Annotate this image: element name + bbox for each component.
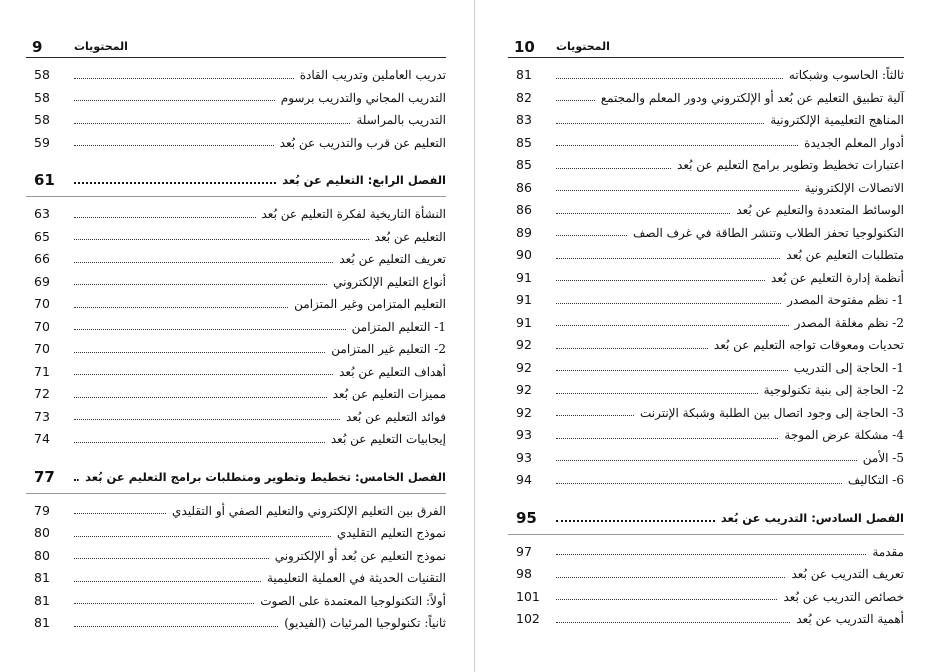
- page-gutter: [474, 0, 475, 672]
- toc-page-number: 81: [34, 615, 50, 630]
- toc-page-number: 83: [516, 112, 532, 127]
- toc-entry-label: التقنيات الحديثة في العملية التعليمية: [266, 571, 446, 585]
- toc-entry-label: الاتصالات الإلكترونية: [804, 180, 904, 195]
- dot-leader: [74, 419, 340, 420]
- chapter-heading[interactable]: [26, 465, 446, 489]
- dot-leader: [74, 374, 333, 375]
- toc-entry[interactable]: [508, 424, 904, 447]
- toc-page-number: 86: [516, 202, 532, 217]
- toc-page-number: 58: [34, 89, 50, 105]
- dot-leader: [74, 397, 327, 398]
- toc-entry-label: تحديات ومعوقات تواجه التعليم عن بُعد: [713, 338, 904, 352]
- section-gap: [26, 154, 446, 168]
- toc-entry[interactable]: [26, 248, 446, 271]
- toc-page-number: 93: [516, 449, 532, 465]
- toc-entry[interactable]: [508, 154, 904, 177]
- toc-page-number: 77: [34, 467, 55, 486]
- section-gap: [26, 451, 446, 465]
- toc-entry-label: فوائد التعليم عن بُعد: [345, 409, 446, 424]
- dot-leader: [556, 190, 799, 191]
- toc-entry-label: 2- نظم مغلقة المصدر: [794, 315, 904, 330]
- toc-page-number: 66: [34, 251, 50, 266]
- toc-list: [508, 64, 904, 631]
- dot-leader: [74, 78, 294, 79]
- toc-entry[interactable]: [508, 379, 904, 402]
- dot-leader: [556, 460, 857, 461]
- toc-entry[interactable]: [508, 132, 904, 155]
- dot-leader: [74, 352, 325, 353]
- dot-leader: [74, 145, 274, 146]
- toc-entry[interactable]: [508, 267, 904, 290]
- toc-page-number: 97: [516, 543, 532, 559]
- toc-entry-label: الوسائط المتعددة والتعليم عن بُعد: [736, 203, 904, 217]
- toc-entry[interactable]: [26, 361, 446, 384]
- toc-page-number: 85: [516, 157, 532, 172]
- toc-entry-label: 6- التكاليف: [847, 473, 904, 487]
- toc-page-number: 74: [34, 431, 50, 446]
- toc-entry[interactable]: [508, 289, 904, 312]
- dot-leader: [556, 520, 715, 522]
- dot-leader: [74, 513, 166, 514]
- toc-entry-label: المناهج التعليمية الإلكترونية: [770, 113, 904, 127]
- dot-leader: [556, 258, 780, 259]
- dot-leader: [556, 622, 790, 623]
- toc-entry[interactable]: [508, 244, 904, 267]
- toc-entry[interactable]: [26, 590, 446, 613]
- toc-entry-label: 5- الأمن: [862, 450, 904, 465]
- right-page: [508, 0, 904, 672]
- toc-entry-label: تعريف التعليم عن بُعد: [339, 252, 446, 266]
- toc-entry-label: 3- الحاجة إلى وجود اتصال بين الطلبة وشبكة الإنترنت: [639, 405, 904, 420]
- toc-page-number: 90: [516, 247, 532, 262]
- toc-page-number: 80: [34, 525, 50, 540]
- toc-entry[interactable]: [26, 226, 446, 249]
- dot-leader: [556, 483, 842, 484]
- toc-entry[interactable]: [26, 203, 446, 226]
- toc-entry-label: آلية تطبيق التعليم عن بُعد أو الإلكتروني ودور المعلم والمجتمع: [600, 90, 904, 105]
- toc-entry[interactable]: [26, 271, 446, 294]
- toc-entry-label: اعتبارات تخطيط وتطوير برامج التعليم عن بُعد: [677, 158, 904, 172]
- toc-page-number: 91: [516, 269, 532, 285]
- toc-entry-label: أولاً: التكنولوجيا المعتمدة على الصوت: [260, 593, 446, 608]
- toc-page-number: 94: [516, 472, 532, 487]
- toc-entry[interactable]: [26, 109, 446, 132]
- toc-page-number: 92: [516, 337, 532, 352]
- toc-entry[interactable]: [508, 469, 904, 492]
- dot-leader: [74, 329, 346, 330]
- toc-entry-label: التدريب المجاني والتدريب برسوم: [280, 90, 446, 105]
- toc-page-number: 61: [34, 171, 55, 189]
- dot-leader: [74, 217, 256, 218]
- toc-page-number: 69: [34, 273, 50, 289]
- toc-entry-label: أنواع التعليم الإلكتروني: [333, 274, 446, 289]
- dot-leader: [556, 168, 671, 169]
- toc-entry-label: 2- التعليم غير المتزامن: [331, 342, 446, 356]
- toc-page-number: 102: [516, 611, 540, 626]
- dot-leader: [556, 100, 595, 101]
- toc-entry[interactable]: [26, 64, 446, 87]
- running-head-title: المحتويات: [556, 40, 610, 53]
- toc-entry[interactable]: [26, 316, 446, 339]
- page-number: 9: [32, 38, 43, 56]
- dot-leader: [556, 325, 789, 326]
- toc-entry-label: التعليم عن قرب والتدريب عن بُعد: [279, 135, 446, 150]
- page-number: 10: [514, 38, 535, 56]
- toc-page-number: 59: [34, 134, 50, 150]
- toc-page-number: 85: [516, 134, 532, 150]
- dot-leader: [556, 554, 866, 555]
- toc-entry-label: 2- الحاجة إلى بنية تكنولوجية: [763, 383, 904, 397]
- toc-page-number: 81: [516, 67, 532, 82]
- toc-entry[interactable]: [26, 567, 446, 590]
- dot-leader: [556, 145, 798, 146]
- dot-leader: [556, 348, 708, 349]
- dot-leader: [556, 78, 783, 79]
- toc-entry-label: الفصل الخامس: تخطيط وتطوير ومتطلبات برامج التعليم عن بُعد: [85, 469, 446, 484]
- toc-entry[interactable]: [508, 222, 904, 245]
- toc-page-number: 95: [516, 508, 537, 527]
- toc-entry-label: نموذج التعليم عن بُعد أو الإلكتروني: [274, 548, 446, 563]
- toc-entry-label: 1- نظم مفتوحة المصدر: [787, 293, 904, 307]
- toc-entry-label: التدريب بالمراسلة: [356, 113, 446, 127]
- toc-entry-label: أهداف التعليم عن بُعد: [339, 364, 446, 379]
- toc-entry-label: مقدمة: [872, 544, 904, 559]
- toc-entry[interactable]: [508, 586, 904, 609]
- toc-entry-label: نموذج التعليم التقليدي: [336, 526, 446, 540]
- dot-leader: [74, 262, 333, 263]
- toc-entry[interactable]: [26, 293, 446, 316]
- dot-leader: [74, 581, 261, 582]
- toc-page-number: 92: [516, 359, 532, 375]
- toc-page-number: 63: [34, 206, 50, 221]
- toc-entry[interactable]: [26, 428, 446, 451]
- dot-leader: [556, 393, 758, 394]
- dot-leader: [556, 235, 627, 236]
- toc-entry-label: التكنولوجيا تحفز الطلاب وتنشر الطاقة في غرف الصف: [632, 225, 904, 240]
- toc-entry-label: الفرق بين التعليم الإلكتروني والتعليم الصفي أو التقليدي: [172, 503, 446, 518]
- dot-leader: [74, 626, 278, 627]
- toc-entry[interactable]: [26, 545, 446, 568]
- dot-leader: [556, 438, 778, 439]
- dot-leader: [556, 599, 777, 600]
- toc-entry-label: مميزات التعليم عن بُعد: [332, 387, 446, 401]
- chapter-rule: [26, 493, 446, 494]
- toc-page-number: 93: [516, 427, 532, 442]
- toc-entry-label: 1- التعليم المتزامن: [351, 319, 446, 334]
- toc-entry-label: الفصل السادس: التدريب عن بُعد: [720, 510, 904, 525]
- dot-leader: [556, 303, 781, 304]
- dot-leader: [556, 280, 765, 281]
- toc-entry[interactable]: [508, 447, 904, 470]
- chapter-heading[interactable]: [26, 168, 446, 192]
- dot-leader: [74, 307, 288, 308]
- toc-page-number: 71: [34, 363, 50, 379]
- dot-leader: [74, 284, 327, 285]
- toc-entry-label: النشأة التاريخية لفكرة التعليم عن بُعد: [261, 207, 446, 221]
- toc-entry[interactable]: [26, 406, 446, 429]
- page-header: [26, 38, 446, 58]
- toc-entry[interactable]: [26, 132, 446, 155]
- dot-leader: [556, 370, 788, 371]
- toc-entry[interactable]: [26, 500, 446, 523]
- toc-entry-label: تعريف التدريب عن بُعد: [791, 567, 904, 581]
- toc-page-number: 79: [34, 502, 50, 518]
- toc-entry[interactable]: [508, 312, 904, 335]
- toc-entry[interactable]: [508, 87, 904, 110]
- toc-entry-label: أهمية التدريب عن بُعد: [796, 612, 904, 626]
- dot-leader: [556, 213, 730, 214]
- toc-entry-label: أنظمة إدارة التعليم عن بُعد: [771, 270, 904, 285]
- chapter-heading[interactable]: [508, 506, 904, 530]
- toc-page-number: 73: [34, 408, 50, 424]
- toc-entry[interactable]: [508, 64, 904, 87]
- toc-page-number: 80: [34, 547, 50, 563]
- toc-entry-label: 4- مشكلة عرض الموجة: [784, 428, 904, 442]
- dot-leader: [556, 577, 785, 578]
- left-page: [26, 0, 446, 672]
- toc-entry[interactable]: [508, 402, 904, 425]
- dot-leader: [74, 603, 254, 604]
- toc-entry-label: إيجابيات التعليم عن بُعد: [330, 432, 446, 446]
- running-head-title: المحتويات: [74, 40, 128, 53]
- toc-entry[interactable]: [508, 563, 904, 586]
- toc-page-number: 65: [34, 228, 50, 244]
- toc-page-number: 91: [516, 292, 532, 307]
- dot-leader: [74, 558, 269, 559]
- section-gap: [508, 492, 904, 506]
- toc-entry[interactable]: [508, 608, 904, 631]
- toc-entry[interactable]: [508, 541, 904, 564]
- header-rule: [26, 57, 446, 58]
- toc-entry-label: ثالثاً: الحاسوب وشبكاته: [788, 68, 904, 82]
- toc-entry[interactable]: [26, 87, 446, 110]
- toc-entry[interactable]: [508, 177, 904, 200]
- toc-page-number: 81: [34, 570, 50, 585]
- toc-entry-label: متطلبات التعليم عن بُعد: [786, 248, 904, 262]
- toc-entry-label: تدريب العاملين وتدريب القادة: [299, 68, 446, 82]
- toc-page-number: 70: [34, 318, 50, 334]
- chapter-rule: [26, 196, 446, 197]
- toc-page-number: 92: [516, 382, 532, 397]
- dot-leader: [74, 536, 331, 537]
- dot-leader: [74, 479, 79, 481]
- toc-page-number: 70: [34, 296, 50, 311]
- toc-entry[interactable]: [508, 109, 904, 132]
- toc-entry-label: خصائص التدريب عن بُعد: [783, 589, 904, 604]
- toc-entry-label: التعليم المتزامن وغير المتزامن: [294, 297, 446, 311]
- dot-leader: [74, 100, 275, 101]
- toc-entry[interactable]: [508, 357, 904, 380]
- toc-entry[interactable]: [26, 522, 446, 545]
- toc-entry[interactable]: [508, 334, 904, 357]
- toc-entry[interactable]: [26, 612, 446, 635]
- toc-entry[interactable]: [508, 199, 904, 222]
- toc-list: [26, 64, 446, 635]
- toc-entry[interactable]: [26, 383, 446, 406]
- toc-entry-label: الفصل الرابع: التعليم عن بُعد: [282, 173, 446, 187]
- toc-page-number: 72: [34, 386, 50, 401]
- toc-page-number: 89: [516, 224, 532, 240]
- toc-entry-label: التعليم عن بُعد: [374, 229, 446, 244]
- toc-entry[interactable]: [26, 338, 446, 361]
- chapter-rule: [508, 534, 904, 535]
- toc-page-number: 70: [34, 341, 50, 356]
- toc-page-number: 91: [516, 314, 532, 330]
- toc-page-number: 92: [516, 404, 532, 420]
- toc-page-number: 82: [516, 89, 532, 105]
- dot-leader: [74, 182, 276, 184]
- toc-page-number: 86: [516, 179, 532, 195]
- toc-page-number: 98: [516, 566, 532, 581]
- toc-entry-label: ثانياً: تكنولوجيا المرئيات (الفيديو): [284, 616, 446, 630]
- header-rule: [508, 57, 904, 58]
- toc-entry-label: أدوار المعلم الجديدة: [804, 135, 904, 150]
- dot-leader: [74, 239, 369, 240]
- dot-leader: [556, 123, 764, 124]
- dot-leader: [74, 123, 350, 124]
- toc-entry-label: 1- الحاجة إلى التدريب: [793, 360, 904, 375]
- toc-page-number: 81: [34, 592, 50, 608]
- toc-page-number: 58: [34, 112, 50, 127]
- dot-leader: [74, 442, 325, 443]
- page-header: [508, 38, 904, 58]
- dot-leader: [556, 415, 634, 416]
- toc-page-number: 58: [34, 67, 50, 82]
- toc-page-number: 101: [516, 588, 540, 604]
